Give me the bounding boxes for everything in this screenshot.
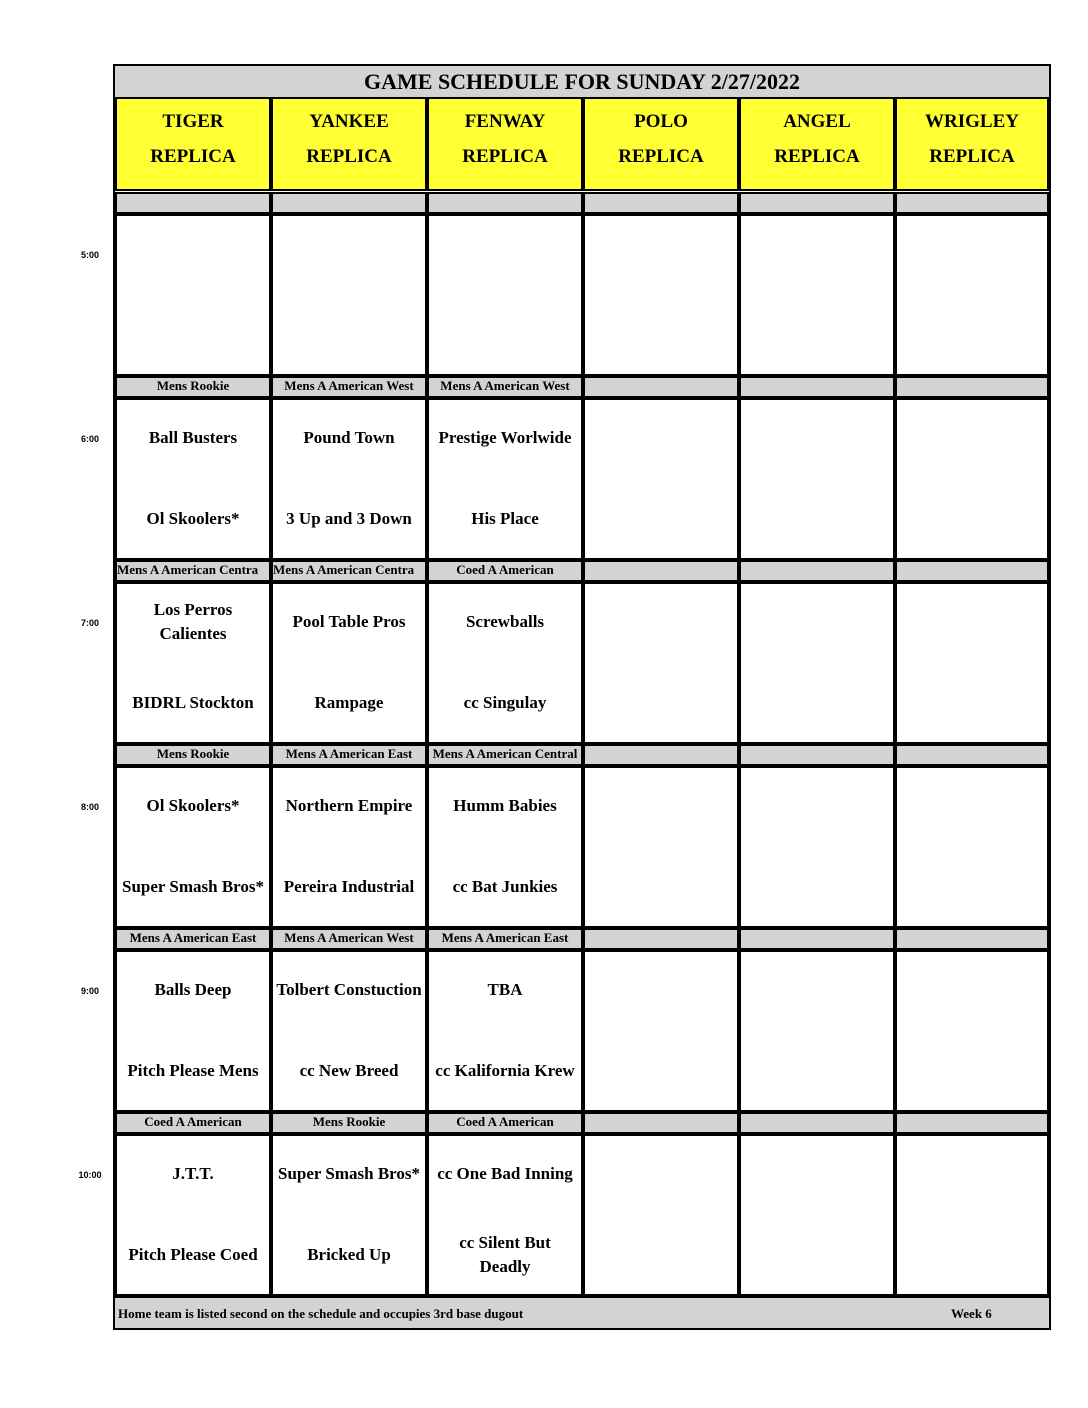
game-block — [583, 766, 739, 928]
away-team — [897, 962, 1047, 1018]
field-subtitle: REPLICA — [150, 146, 236, 167]
away-team: Screwballs — [465, 612, 545, 631]
field-name: YANKEE — [309, 111, 389, 132]
game-block — [739, 1134, 895, 1296]
away-team — [897, 226, 1047, 282]
away-team — [741, 1146, 893, 1202]
away-team — [273, 226, 425, 282]
away-team — [741, 594, 893, 650]
home-team — [585, 859, 737, 915]
field-header-yankee — [271, 97, 427, 191]
time-label: 8:00 — [80, 802, 99, 812]
division-label: Coed A American — [427, 560, 583, 582]
game-block — [895, 214, 1049, 376]
game-block — [271, 398, 427, 560]
division-label — [739, 928, 895, 950]
footer-note: Home team is listed second on the schedule and occupies 3rd base dugout — [118, 1306, 524, 1321]
home-team — [429, 307, 581, 363]
field-header-angel — [739, 97, 895, 191]
division-label — [895, 1112, 1049, 1134]
field-header-tiger — [115, 97, 271, 191]
home-team — [897, 491, 1047, 547]
home-team: cc Singulay — [463, 693, 547, 712]
schedule-sheet — [113, 64, 1051, 1330]
away-team: Pool Table Pros — [292, 612, 406, 631]
game-block — [739, 214, 895, 376]
away-team — [897, 1146, 1047, 1202]
game-block — [427, 950, 583, 1112]
away-team — [585, 778, 737, 834]
game-block — [427, 214, 583, 376]
division-label: Mens A American Centra — [115, 560, 271, 582]
home-team — [273, 307, 425, 363]
time-label: 7:00 — [80, 618, 99, 628]
home-team: cc Bat Junkies — [452, 877, 558, 896]
away-team — [741, 778, 893, 834]
home-team: 3 Up and 3 Down — [286, 509, 412, 528]
division-label — [427, 192, 583, 214]
game-block — [583, 398, 739, 560]
away-team — [429, 226, 581, 282]
home-team — [741, 675, 893, 731]
home-team: Pitch Please Coed — [128, 1245, 258, 1264]
away-team: Prestige Worlwide — [438, 428, 572, 447]
game-block — [895, 1134, 1049, 1296]
division-label — [895, 192, 1049, 214]
division-label: Mens A American East — [271, 744, 427, 766]
footer — [115, 1296, 1049, 1328]
time-label: 9:00 — [80, 986, 99, 996]
division-label — [739, 1112, 895, 1134]
field-subtitle: REPLICA — [929, 146, 1015, 167]
field-name: POLO — [634, 111, 688, 132]
game-block — [427, 766, 583, 928]
away-team: Ol Skoolers* — [146, 796, 240, 815]
home-team: BIDRL Stockton — [132, 693, 254, 712]
away-team — [585, 1146, 737, 1202]
home-team — [897, 1227, 1047, 1283]
away-team: Balls Deep — [154, 980, 232, 999]
game-block — [895, 582, 1049, 744]
home-team — [585, 307, 737, 363]
week-label: Week 6 — [951, 1306, 992, 1321]
time-label: 6:00 — [80, 434, 99, 444]
away-team: Ball Busters — [148, 428, 238, 447]
division-label — [583, 560, 739, 582]
field-subtitle: REPLICA — [618, 146, 704, 167]
home-team — [741, 307, 893, 363]
division-label: Mens A American West — [427, 376, 583, 398]
game-block — [271, 214, 427, 376]
game-block — [427, 1134, 583, 1296]
home-team — [585, 675, 737, 731]
game-block — [271, 1134, 427, 1296]
time-label: 10:00 — [78, 1170, 102, 1180]
game-block — [427, 582, 583, 744]
game-block — [271, 582, 427, 744]
away-team — [585, 226, 737, 282]
away-team — [897, 410, 1047, 466]
division-label: Mens Rookie — [115, 376, 271, 398]
home-team — [585, 1227, 737, 1283]
away-team: Pound Town — [303, 428, 395, 447]
field-name: TIGER — [162, 111, 224, 132]
division-label — [583, 1112, 739, 1134]
division-label: Mens A American Central — [427, 744, 583, 766]
division-label: Mens A American West — [271, 376, 427, 398]
field-header-fenway — [427, 97, 583, 191]
home-team — [741, 491, 893, 547]
away-team — [585, 410, 737, 466]
away-team: TBA — [487, 980, 523, 999]
division-label — [583, 744, 739, 766]
home-team: cc Silent But Deadly — [459, 1233, 551, 1276]
away-team: J.T.T. — [172, 1164, 214, 1183]
home-team: Rampage — [314, 693, 384, 712]
home-team — [741, 859, 893, 915]
away-team: Tolbert Constuction — [276, 980, 422, 999]
home-team — [585, 491, 737, 547]
page-title: GAME SCHEDULE FOR SUNDAY 2/27/2022 — [115, 66, 1049, 99]
away-team: Super Smash Bros* — [277, 1164, 421, 1183]
game-block — [583, 214, 739, 376]
division-label: Coed A American — [115, 1112, 271, 1134]
home-team: Pitch Please Mens — [127, 1061, 259, 1080]
division-label — [739, 376, 895, 398]
home-team: Super Smash Bros* — [121, 877, 265, 896]
home-team — [897, 1043, 1047, 1099]
division-label — [895, 744, 1049, 766]
division-label — [115, 192, 271, 214]
division-label — [739, 560, 895, 582]
game-block — [895, 950, 1049, 1112]
away-team: Humm Babies — [453, 796, 557, 815]
division-label — [895, 560, 1049, 582]
home-team: cc New Breed — [299, 1061, 399, 1080]
game-block — [739, 398, 895, 560]
division-label — [739, 744, 895, 766]
division-label: Mens Rookie — [271, 1112, 427, 1134]
game-block — [895, 398, 1049, 560]
time-label: 5:00 — [80, 250, 99, 260]
division-label: Coed A American — [427, 1112, 583, 1134]
home-team: Ol Skoolers* — [146, 509, 240, 528]
away-team — [897, 594, 1047, 650]
field-header-wrigley — [895, 97, 1049, 191]
game-block — [739, 950, 895, 1112]
away-team — [585, 594, 737, 650]
division-label: Mens A American East — [115, 928, 271, 950]
game-block — [115, 1134, 271, 1296]
home-team — [585, 1043, 737, 1099]
away-team — [741, 962, 893, 1018]
home-team: cc Kalifornia Krew — [435, 1061, 575, 1080]
field-header-polo — [583, 97, 739, 191]
game-block — [271, 950, 427, 1112]
field-subtitle: REPLICA — [774, 146, 860, 167]
home-team: Bricked Up — [307, 1245, 391, 1264]
division-label: Mens A American East — [427, 928, 583, 950]
division-label — [739, 192, 895, 214]
field-name: WRIGLEY — [925, 111, 1019, 132]
home-team — [897, 859, 1047, 915]
field-subtitle: REPLICA — [306, 146, 392, 167]
division-label — [895, 376, 1049, 398]
game-block — [115, 950, 271, 1112]
game-block — [115, 766, 271, 928]
game-block — [115, 398, 271, 560]
division-label — [895, 928, 1049, 950]
home-team: His Place — [471, 509, 539, 528]
field-subtitle: REPLICA — [462, 146, 548, 167]
division-label — [583, 376, 739, 398]
division-label — [583, 928, 739, 950]
division-label — [583, 192, 739, 214]
away-team — [585, 962, 737, 1018]
home-team: Pereira Industrial — [283, 877, 415, 896]
field-name: ANGEL — [783, 111, 851, 132]
game-block — [739, 582, 895, 744]
away-team — [741, 410, 893, 466]
away-team: Los Perros Calientes — [153, 600, 233, 643]
home-team — [897, 675, 1047, 731]
division-label — [271, 192, 427, 214]
home-team — [897, 307, 1047, 363]
division-label: Mens A American Centra — [271, 560, 427, 582]
away-team — [897, 778, 1047, 834]
game-block — [583, 1134, 739, 1296]
home-team — [741, 1043, 893, 1099]
home-team — [741, 1227, 893, 1283]
away-team: Northern Empire — [285, 796, 413, 815]
division-label: Mens Rookie — [115, 744, 271, 766]
away-team — [741, 226, 893, 282]
game-block — [583, 582, 739, 744]
game-block — [427, 398, 583, 560]
division-label: Mens A American West — [271, 928, 427, 950]
away-team — [117, 226, 269, 282]
home-team — [117, 307, 269, 363]
away-team: cc One Bad Inning — [437, 1164, 573, 1183]
game-block — [115, 214, 271, 376]
field-name: FENWAY — [464, 111, 546, 132]
game-block — [115, 582, 271, 744]
game-block — [583, 950, 739, 1112]
game-block — [895, 766, 1049, 928]
game-block — [271, 766, 427, 928]
game-block — [739, 766, 895, 928]
